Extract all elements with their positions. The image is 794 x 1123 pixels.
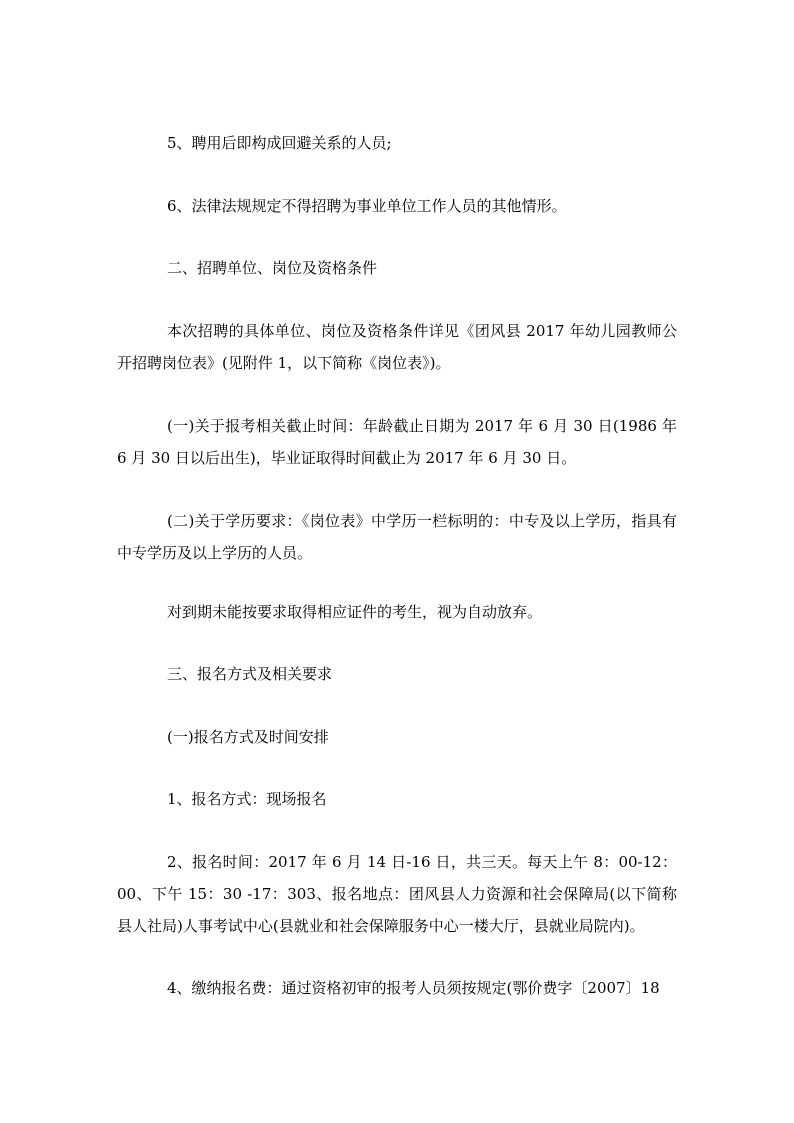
section-heading-2: 二、招聘单位、岗位及资格条件 [167, 259, 378, 277]
paragraph-deadline: (一)关于报考相关截止时间：年龄截止日期为 2017 年 6 月 30 日(1986 年 6 月 30 日以后出生)，毕业证取得时间截止为 2017 年 6 月 30 日。 [117, 417, 677, 467]
paragraph-fee: 4、缴纳报名费：通过资格初审的报考人员须按规定(鄂价费字〔2007〕18 [167, 979, 660, 997]
paragraph-item-6: 6、法律法规规定不得招聘为事业单位工作人员的其他情形。 [167, 197, 567, 215]
paragraph-item-5: 5、聘用后即构成回避关系的人员; [167, 134, 392, 152]
paragraph-forfeit: 对到期未能按要求取得相应证件的考生，视为自动放弃。 [167, 603, 543, 621]
paragraph-method: 1、报名方式：现场报名 [167, 790, 327, 808]
section-heading-3: 三、报名方式及相关要求 [167, 665, 333, 683]
paragraph-positions: 本次招聘的具体单位、岗位及资格条件详见《团风县 2017 年幼儿园教师公开招聘岗位表》(见附件 1，以下简称《岗位表》)。 [117, 322, 677, 372]
paragraph-education: (二)关于学历要求：《岗位表》中学历一栏标明的：中专及以上学历，指具有中专学历及以上学历的人员。 [117, 512, 677, 562]
paragraph-time-location: 2、报名时间：2017 年 6 月 14 日-16 日，共三天。每天上午 8：00-12：00、下午 15：30 -17：303、报名地点：团风县人力资源和社会保障局(以下简称县人社局)人事考试中心(县就业和社会保障服务中心一楼大厅，县就业局院内)。 [117, 853, 677, 935]
subsection-heading: (一)报名方式及时间安排 [167, 728, 329, 746]
